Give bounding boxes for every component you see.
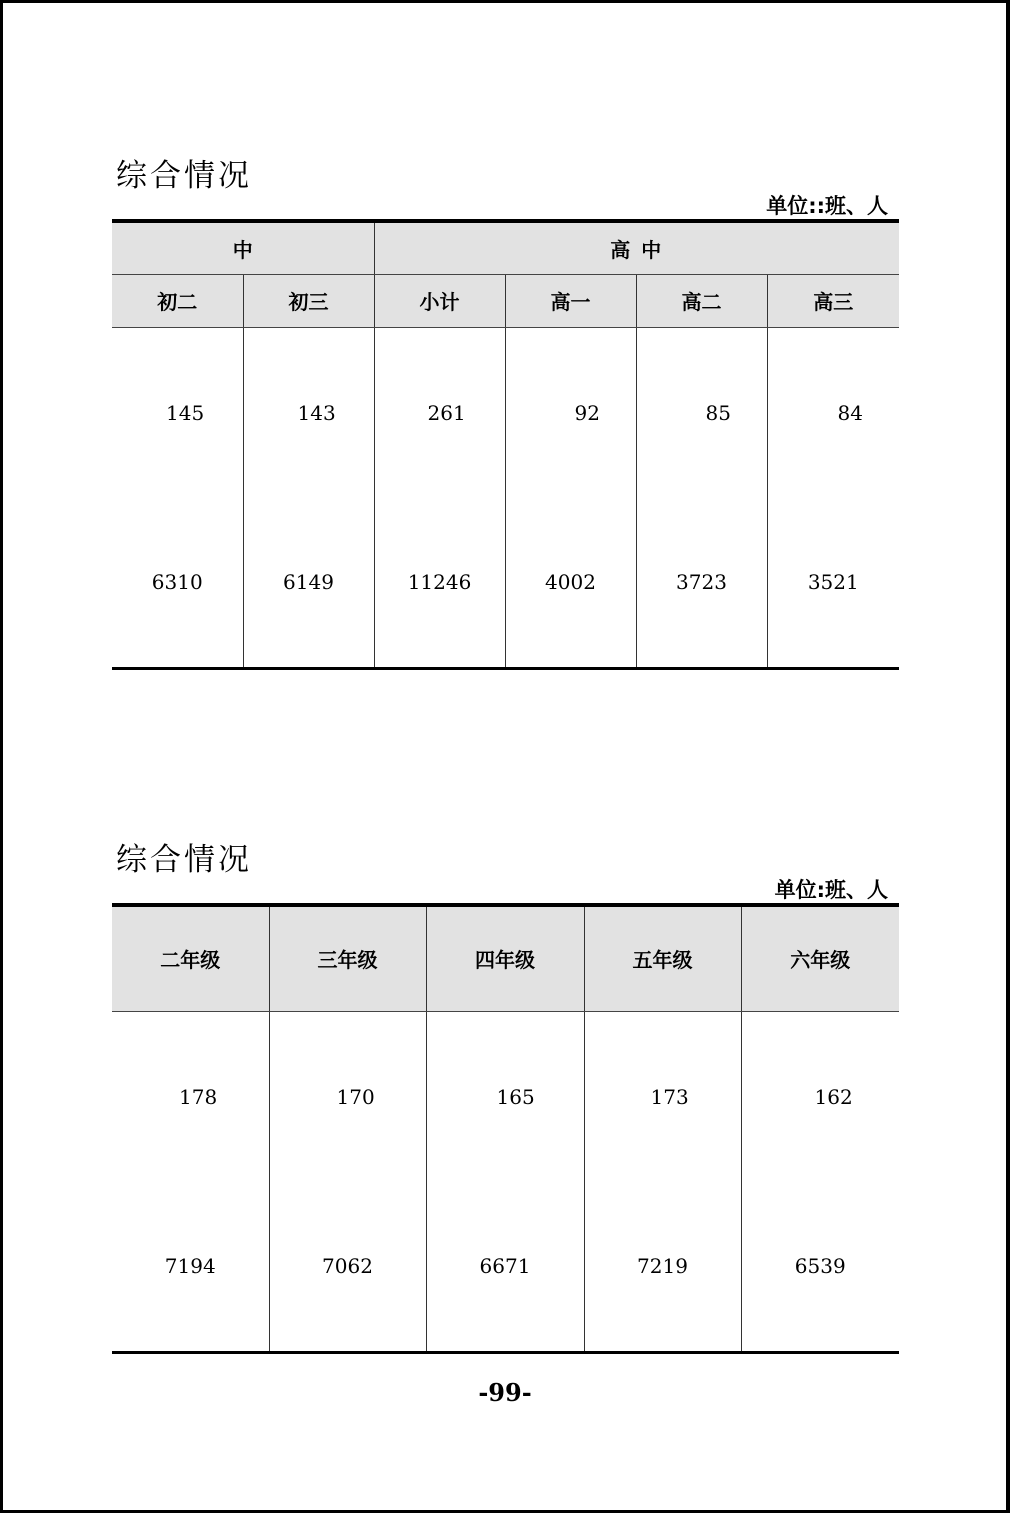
table-cell: 173 xyxy=(650,1084,689,1109)
table-cell: 3723 xyxy=(636,498,767,668)
table-cell: 85 xyxy=(705,400,731,425)
column-header: 五年级 xyxy=(584,905,741,1011)
table-cell: 143 xyxy=(297,400,336,425)
table-cell: 11246 xyxy=(374,498,505,668)
group-header-high: 高 中 xyxy=(374,221,899,274)
section1-title: 综合情况 xyxy=(116,158,252,194)
column-header: 六年级 xyxy=(741,905,899,1011)
column-header: 四年级 xyxy=(426,905,584,1011)
table-cell: 6149 xyxy=(243,498,374,668)
table-cell: 84 xyxy=(837,400,863,425)
table-cell: 6310 xyxy=(151,570,203,595)
table-cell: 145 xyxy=(166,400,205,425)
section1-unit: 单位::班、人 xyxy=(766,194,888,218)
section2-column-header-row xyxy=(112,905,899,1011)
column-header: 高二 xyxy=(636,274,767,327)
column-header: 高三 xyxy=(767,274,899,327)
table-cell: 4002 xyxy=(505,498,636,668)
table-row xyxy=(112,1011,899,1182)
column-header: 小计 xyxy=(374,274,505,327)
column-header: 二年级 xyxy=(112,905,269,1011)
section1-table xyxy=(112,219,899,670)
table-cell: 6671 xyxy=(426,1182,584,1352)
table-row xyxy=(112,498,899,668)
table-cell: 170 xyxy=(336,1084,375,1109)
section1-group-header-row xyxy=(112,221,899,274)
table-cell: 92 xyxy=(574,400,600,425)
table-cell: 165 xyxy=(496,1084,535,1109)
table-cell: 6539 xyxy=(741,1182,899,1352)
table-cell: 162 xyxy=(814,1084,853,1109)
table-cell: 3521 xyxy=(767,498,899,668)
section2-table xyxy=(112,903,899,1354)
table-cell: 178 xyxy=(179,1084,218,1109)
column-header: 初三 xyxy=(243,274,374,327)
column-header: 初二 xyxy=(112,274,243,327)
section1-column-header-row xyxy=(112,274,899,327)
column-header: 高一 xyxy=(505,274,636,327)
group-header-middle: 中 xyxy=(112,221,374,274)
table-row xyxy=(112,327,899,498)
table-cell: 7062 xyxy=(269,1182,426,1352)
page-number: -99- xyxy=(478,1378,532,1407)
section2-unit: 单位:班、人 xyxy=(774,878,888,902)
column-header: 三年级 xyxy=(269,905,426,1011)
table-row xyxy=(112,1182,899,1352)
section2-title: 综合情况 xyxy=(116,842,252,878)
table-cell: 7219 xyxy=(584,1182,741,1352)
table-cell: 7194 xyxy=(164,1254,216,1279)
table-cell: 261 xyxy=(427,400,466,425)
